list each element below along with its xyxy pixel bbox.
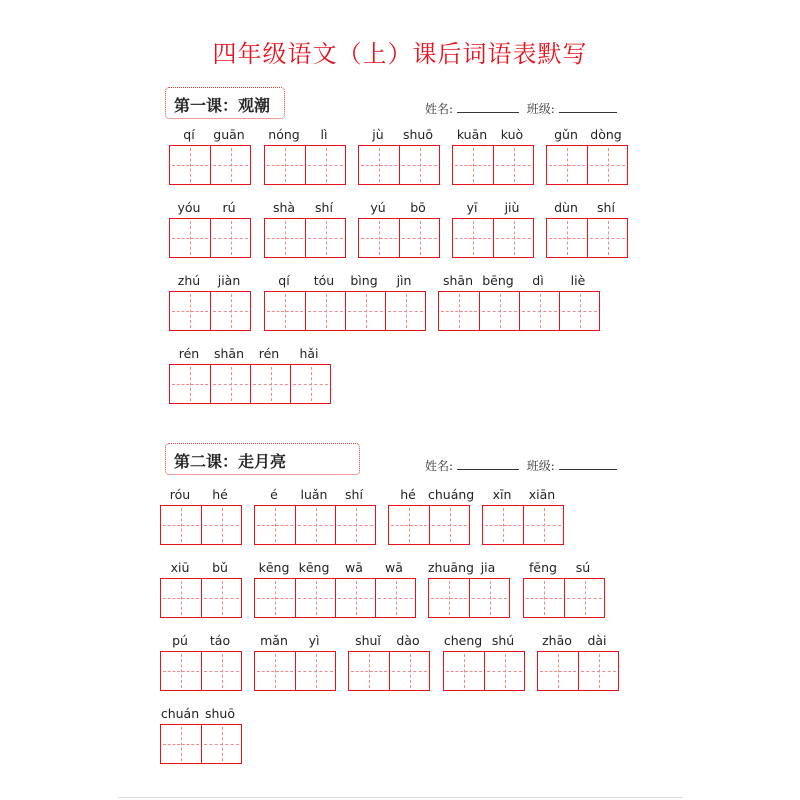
word-block xyxy=(482,485,564,545)
writing-box-group xyxy=(254,578,416,618)
pinyin-row xyxy=(169,198,251,218)
tianzige-cell[interactable] xyxy=(523,506,563,544)
writing-box-group xyxy=(169,291,251,331)
tianzige-cell[interactable] xyxy=(161,725,201,763)
pinyin-syllable: nóng xyxy=(268,127,300,142)
tianzige-cell[interactable] xyxy=(389,506,429,544)
pinyin-syllable: luǎn xyxy=(300,487,328,502)
writing-box-group xyxy=(254,651,336,691)
writing-box-group xyxy=(452,218,534,258)
writing-box-group xyxy=(169,145,251,185)
tianzige-cell[interactable] xyxy=(201,506,241,544)
word-block xyxy=(160,485,242,545)
writing-box-group xyxy=(358,218,440,258)
pinyin-row xyxy=(160,558,242,578)
pinyin-syllable: shuō xyxy=(204,706,235,721)
class-field[interactable] xyxy=(559,101,617,113)
footer-divider xyxy=(118,797,683,798)
pinyin-syllable: zhāo xyxy=(542,633,572,648)
pinyin-syllable: shān xyxy=(213,346,245,361)
tianzige-cell[interactable] xyxy=(429,579,469,617)
pinyin-row xyxy=(482,485,564,505)
pinyin-syllable: yú xyxy=(370,200,386,215)
pinyin-syllable: liè xyxy=(570,273,586,288)
word-block xyxy=(160,704,242,764)
pinyin-syllable: dào xyxy=(396,633,420,648)
tianzige-cell[interactable] xyxy=(469,579,509,617)
pinyin-syllable: rén xyxy=(258,346,280,361)
writing-box-group xyxy=(169,218,251,258)
pinyin-row xyxy=(348,631,430,651)
word-block xyxy=(388,485,475,545)
pinyin-syllable: shú xyxy=(491,633,515,648)
name-field[interactable] xyxy=(457,458,519,470)
writing-box-group xyxy=(452,145,534,185)
pinyin-row xyxy=(452,125,534,145)
pinyin-row xyxy=(358,125,440,145)
tianzige-cell[interactable] xyxy=(201,652,241,690)
pinyin-row xyxy=(169,344,331,364)
pinyin-row xyxy=(254,558,416,578)
pinyin-syllable: zhú xyxy=(177,273,201,288)
writing-box-group xyxy=(482,505,564,545)
word-block xyxy=(438,271,600,331)
word-block xyxy=(443,631,525,691)
pinyin-syllable: shuǐ xyxy=(355,633,381,648)
pinyin-syllable: chuáng xyxy=(428,487,475,502)
pinyin-syllable: xīn xyxy=(492,487,512,502)
tianzige-cell[interactable] xyxy=(161,652,201,690)
page-title: 四年级语文（上）课后词语表默写 xyxy=(212,40,588,68)
pinyin-row xyxy=(169,125,251,145)
tianzige-cell[interactable] xyxy=(493,219,533,257)
pinyin-syllable: rú xyxy=(222,200,236,215)
pinyin-row xyxy=(254,485,376,505)
writing-box-group xyxy=(348,651,430,691)
pinyin-syllable: bēng xyxy=(482,273,514,288)
writing-box-group xyxy=(537,651,619,691)
tianzige-cell[interactable] xyxy=(538,652,578,690)
tianzige-cell[interactable] xyxy=(349,652,389,690)
pinyin-syllable: yī xyxy=(466,200,478,215)
tianzige-cell[interactable] xyxy=(359,219,399,257)
pinyin-syllable: é xyxy=(270,487,278,502)
word-block xyxy=(358,125,440,185)
word-block xyxy=(452,198,534,258)
tianzige-cell[interactable] xyxy=(335,579,375,617)
word-block xyxy=(254,485,376,545)
pinyin-row xyxy=(160,704,242,724)
pinyin-syllable: yóu xyxy=(177,200,201,215)
pinyin-syllable: shí xyxy=(597,200,615,215)
tianzige-cell[interactable] xyxy=(547,146,587,184)
tianzige-cell[interactable] xyxy=(399,146,439,184)
word-block xyxy=(169,271,251,331)
tianzige-cell[interactable] xyxy=(483,506,523,544)
writing-box-group xyxy=(160,505,242,545)
tianzige-cell[interactable] xyxy=(484,652,524,690)
pinyin-row xyxy=(254,631,336,651)
tianzige-cell[interactable] xyxy=(385,292,425,330)
lesson-2-label: 第二课：走月亮 xyxy=(165,443,360,475)
writing-box-group xyxy=(160,724,242,764)
pinyin-syllable: sú xyxy=(575,560,591,575)
word-block xyxy=(546,198,628,258)
tianzige-cell[interactable] xyxy=(389,652,429,690)
pinyin-row xyxy=(264,125,346,145)
tianzige-cell[interactable] xyxy=(345,292,385,330)
word-block xyxy=(169,198,251,258)
tianzige-cell[interactable] xyxy=(295,652,335,690)
pinyin-row xyxy=(546,125,628,145)
class-field[interactable] xyxy=(559,458,617,470)
pinyin-syllable: guān xyxy=(213,127,245,142)
tianzige-cell[interactable] xyxy=(265,292,305,330)
word-block xyxy=(160,558,242,618)
pinyin-syllable: jia xyxy=(480,560,496,575)
pinyin-row xyxy=(546,198,628,218)
pinyin-syllable: shí xyxy=(345,487,363,502)
tianzige-cell[interactable] xyxy=(255,506,295,544)
word-block xyxy=(264,125,346,185)
tianzige-cell[interactable] xyxy=(170,146,210,184)
tianzige-cell[interactable] xyxy=(559,292,599,330)
pinyin-syllable: jiù xyxy=(504,200,520,215)
tianzige-cell[interactable] xyxy=(295,506,335,544)
pinyin-row xyxy=(523,558,605,578)
pinyin-syllable: jù xyxy=(372,127,384,142)
pinyin-row xyxy=(160,631,242,651)
pinyin-syllable: kēng xyxy=(298,560,330,575)
word-block xyxy=(358,198,440,258)
pinyin-row xyxy=(160,485,242,505)
writing-box-group xyxy=(169,364,331,404)
pinyin-syllable: dài xyxy=(587,633,607,648)
pinyin-row xyxy=(428,558,510,578)
tianzige-cell[interactable] xyxy=(453,219,493,257)
writing-box-group xyxy=(160,578,242,618)
writing-box-group xyxy=(523,578,605,618)
writing-box-group xyxy=(438,291,600,331)
pinyin-syllable: mǎn xyxy=(260,633,288,648)
tianzige-cell[interactable] xyxy=(587,146,627,184)
pinyin-syllable: qí xyxy=(183,127,195,142)
tianzige-cell[interactable] xyxy=(587,219,627,257)
tianzige-cell[interactable] xyxy=(265,219,305,257)
writing-box-group xyxy=(546,218,628,258)
pinyin-syllable: shà xyxy=(272,200,296,215)
tianzige-cell[interactable] xyxy=(305,146,345,184)
tianzige-cell[interactable] xyxy=(305,219,345,257)
word-block xyxy=(452,125,534,185)
tianzige-cell[interactable] xyxy=(210,365,250,403)
pinyin-row xyxy=(388,485,475,505)
word-block xyxy=(264,198,346,258)
tianzige-cell[interactable] xyxy=(255,579,295,617)
writing-box-group xyxy=(264,291,426,331)
word-block xyxy=(264,271,426,331)
writing-box-group xyxy=(254,505,376,545)
pinyin-syllable: fēng xyxy=(529,560,557,575)
class-label: 班级: xyxy=(526,459,555,473)
pinyin-syllable: bō xyxy=(410,200,426,215)
pinyin-row xyxy=(443,631,525,651)
pinyin-syllable: xiū xyxy=(170,560,190,575)
pinyin-syllable: shān xyxy=(442,273,474,288)
writing-box-group xyxy=(388,505,470,545)
tianzige-cell[interactable] xyxy=(295,579,335,617)
tianzige-cell[interactable] xyxy=(201,579,241,617)
pinyin-syllable: hǎi xyxy=(299,346,319,361)
tianzige-cell[interactable] xyxy=(210,219,250,257)
word-block xyxy=(169,125,251,185)
tianzige-cell[interactable] xyxy=(170,365,210,403)
tianzige-cell[interactable] xyxy=(170,292,210,330)
name-field[interactable] xyxy=(457,101,519,113)
pinyin-syllable: bìng xyxy=(350,273,378,288)
tianzige-cell[interactable] xyxy=(265,146,305,184)
pinyin-syllable: dòng xyxy=(590,127,622,142)
pinyin-row xyxy=(537,631,619,651)
word-block xyxy=(523,558,605,618)
writing-box-group xyxy=(264,218,346,258)
tianzige-cell[interactable] xyxy=(210,292,250,330)
lesson-1-name-class-line xyxy=(425,100,621,117)
tianzige-cell[interactable] xyxy=(444,652,484,690)
tianzige-cell[interactable] xyxy=(359,146,399,184)
tianzige-cell[interactable] xyxy=(564,579,604,617)
tianzige-cell[interactable] xyxy=(161,506,201,544)
tianzige-cell[interactable] xyxy=(170,219,210,257)
pinyin-row xyxy=(169,271,251,291)
name-label: 姓名: xyxy=(425,459,454,473)
writing-box-group xyxy=(264,145,346,185)
pinyin-syllable: zhuāng xyxy=(428,560,474,575)
tianzige-cell[interactable] xyxy=(493,146,533,184)
pinyin-syllable: táo xyxy=(209,633,231,648)
pinyin-syllable: bǔ xyxy=(212,560,228,575)
tianzige-cell[interactable] xyxy=(255,652,295,690)
word-block xyxy=(348,631,430,691)
pinyin-syllable: lì xyxy=(320,127,328,142)
writing-box-group xyxy=(358,145,440,185)
pinyin-syllable: róu xyxy=(169,487,191,502)
pinyin-syllable: rén xyxy=(178,346,200,361)
lesson-2-name-class-line xyxy=(425,457,621,474)
pinyin-syllable: kuò xyxy=(500,127,524,142)
tianzige-cell[interactable] xyxy=(453,146,493,184)
pinyin-syllable: jiàn xyxy=(217,273,241,288)
tianzige-cell[interactable] xyxy=(305,292,345,330)
pinyin-syllable: tóu xyxy=(313,273,335,288)
pinyin-row xyxy=(358,198,440,218)
tianzige-cell[interactable] xyxy=(547,219,587,257)
word-block xyxy=(537,631,619,691)
tianzige-cell[interactable] xyxy=(375,579,415,617)
tianzige-cell[interactable] xyxy=(479,292,519,330)
tianzige-cell[interactable] xyxy=(161,579,201,617)
class-label: 班级: xyxy=(526,102,555,116)
pinyin-syllable: hé xyxy=(212,487,228,502)
pinyin-row xyxy=(438,271,600,291)
pinyin-syllable: shuō xyxy=(402,127,433,142)
pinyin-syllable: qí xyxy=(278,273,290,288)
word-block xyxy=(546,125,628,185)
writing-box-group xyxy=(428,578,510,618)
tianzige-cell[interactable] xyxy=(210,146,250,184)
tianzige-cell[interactable] xyxy=(335,506,375,544)
pinyin-syllable: yì xyxy=(308,633,320,648)
pinyin-row xyxy=(452,198,534,218)
tianzige-cell[interactable] xyxy=(201,725,241,763)
tianzige-cell[interactable] xyxy=(519,292,559,330)
pinyin-syllable: jìn xyxy=(396,273,412,288)
writing-box-group xyxy=(443,651,525,691)
tianzige-cell[interactable] xyxy=(439,292,479,330)
pinyin-syllable: hé xyxy=(400,487,416,502)
word-block xyxy=(160,631,242,691)
pinyin-syllable: kēng xyxy=(258,560,290,575)
pinyin-syllable: gǔn xyxy=(554,127,578,142)
pinyin-syllable: dì xyxy=(532,273,544,288)
writing-box-group xyxy=(546,145,628,185)
word-block xyxy=(428,558,510,618)
word-block xyxy=(254,631,336,691)
name-label: 姓名: xyxy=(425,102,454,116)
tianzige-cell[interactable] xyxy=(250,365,290,403)
pinyin-syllable: dùn xyxy=(554,200,578,215)
writing-box-group xyxy=(160,651,242,691)
tianzige-cell[interactable] xyxy=(524,579,564,617)
pinyin-syllable: chuán xyxy=(160,706,200,721)
pinyin-syllable: wā xyxy=(345,560,363,575)
pinyin-row xyxy=(264,271,426,291)
pinyin-syllable: pú xyxy=(172,633,188,648)
tianzige-cell[interactable] xyxy=(578,652,618,690)
pinyin-syllable: wā xyxy=(385,560,403,575)
pinyin-syllable: shí xyxy=(315,200,333,215)
pinyin-row xyxy=(264,198,346,218)
pinyin-syllable: xiān xyxy=(528,487,556,502)
pinyin-syllable: cheng xyxy=(443,633,483,648)
lesson-1-label: 第一课：观潮 xyxy=(165,87,285,119)
tianzige-cell[interactable] xyxy=(290,365,330,403)
word-block xyxy=(254,558,416,618)
tianzige-cell[interactable] xyxy=(429,506,469,544)
word-block xyxy=(169,344,331,404)
tianzige-cell[interactable] xyxy=(399,219,439,257)
pinyin-syllable: kuān xyxy=(456,127,488,142)
